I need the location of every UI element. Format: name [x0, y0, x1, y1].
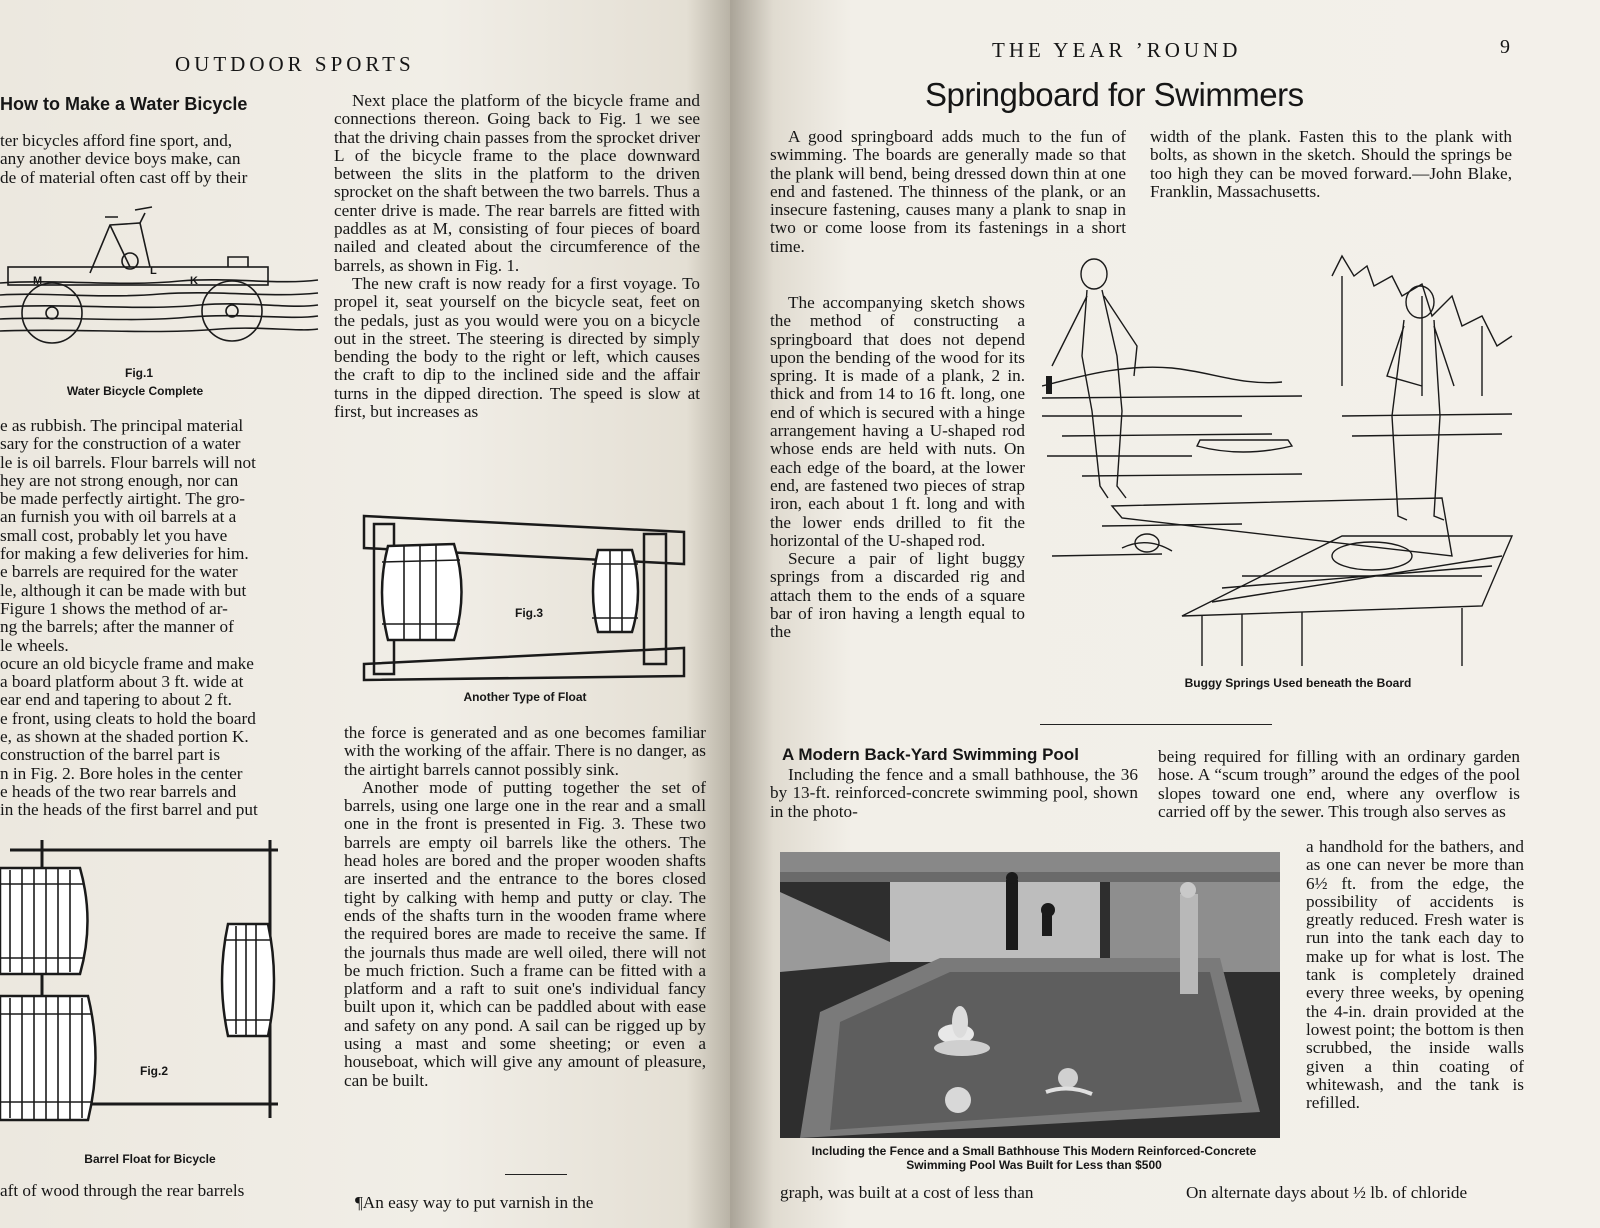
text-line: for making a few deliveries for him. [0, 544, 249, 564]
paragraph: width of the plank. Fasten this to the plank with bolts, as shown in the sketch. Should the springs be too high they can be moved forward.—John Blake, Franklin, Massachusetts. [1150, 127, 1512, 201]
text-line: e heads of the two rear barrels and [0, 781, 237, 801]
article-title-springboard: Springboard for Swimmers [925, 76, 1304, 113]
article-title-water-bicycle: How to Make a Water Bicycle [0, 94, 248, 114]
text-line: be made perfectly airtight. The gro- [0, 489, 245, 509]
text-line: le, although it can be made with but [0, 580, 247, 600]
left-col1-mid [0, 417, 318, 820]
paragraph: Including the fence and a small bathhouse, the 36 by 13-ft. reinforced-concrete swimming pool, shown in the photo- [770, 765, 1138, 821]
text-line: le is oil barrels. Flour barrels will not [0, 452, 256, 472]
paragraph: Secure a pair of light buggy springs from a discarded rig and attach them to the ends of a square bar of iron having a length equal to the [770, 549, 1025, 642]
paragraph: the force is generated and as one becomes familiar with the working of the affair. There is no danger, as the airtight barrels cannot possibly sink. [344, 723, 706, 779]
pool-col1-bottom [780, 1184, 1142, 1202]
springboard-caption: Buggy Springs Used beneath the Board [1184, 676, 1412, 690]
text-line: e front, using cleats to hold the board [0, 708, 256, 728]
left-page [0, 0, 730, 1228]
text-line: graph, was built at a cost of less than [780, 1183, 1034, 1202]
paragraph: Another mode of putting together the set of barrels, using one large one in the rear and a small one in the front is presented in Fig. 3. These two barrels are empty oil barrels like the others. The head holes are bored and the proper wooden shafts are inserted and the entrance to the bores closed tight by calking with hemp and putty or clay. The ends of the shafts turn in the wooden frame where the required bores are made to receive the same. If the journals thus made are well oiled, there will not be much friction. Such a frame can be fitted with a platform and a raft to suit one's individual fancy built upon it, which can be paddled about with ease and safety on any pond. A sail can be rigged up by using a mast and some sheeting; or even a houseboat, which will give any amount of pleasure, can be built. [344, 777, 706, 1090]
text-line: ng the barrels; after the manner of [0, 617, 234, 637]
fig1-caption: Water Bicycle Complete [66, 384, 204, 398]
right-running-head: THE YEAR ’ROUND [992, 38, 1242, 62]
text-line: de of material often cast off by their [0, 167, 248, 187]
text-line: hey are not strong enough, nor can [0, 470, 239, 490]
fig3-float-drawing [354, 504, 692, 684]
text-line: any another device boys make, can [0, 149, 241, 169]
fig2-barrel-float-drawing [0, 836, 285, 1146]
pool-col1 [770, 766, 1138, 821]
left-col2-last [355, 1194, 705, 1212]
paragraph: The accompanying sketch shows the method of constructing a springboard that does not depend upon the bending of the wood for its spring. It is made of a plank, 2 in. thick and from 14 to 16 ft. long, one end of which is secured with a hinge arrangement having a U-shaped rod whose ends are held with nuts. On each edge of the board, at the lower end, are fastened two pieces of strap iron, each about 1 ft. long and with the lower ends drilled to fit the horizontal of the U-shaped rod. [770, 293, 1025, 550]
pool-article-title: A Modern Back-Yard Swimming Pool [782, 745, 1079, 764]
text-line: le wheels. [0, 635, 69, 655]
paragraph: a handhold for the bathers, and as one can never be more than 6½ ft. from the edge, the possibility of accidents is greatly reduced. Fresh water is run into the tank each day to make up for what is lost. The tank is completely drained every three weeks, by opening the 4-in. drain provided at the lowest point; the bottom is then scrubbed, the inside walls given a thin coating of whitewash, and the tank is refilled. [1306, 837, 1524, 1113]
text-line: ear end and tapering to about 2 ft. [0, 690, 232, 710]
fig3-label: Fig.3 [515, 606, 544, 620]
pool-col2-bottom [1168, 1184, 1530, 1202]
fig1-water-bicycle-drawing [0, 195, 320, 360]
text-line: e as rubbish. The principal material [0, 416, 244, 435]
fig2-label: Fig.2 [140, 1064, 169, 1078]
pool-col2-top [1158, 748, 1520, 821]
spring-col2 [1150, 128, 1512, 201]
left-col1-bottom [0, 1182, 330, 1200]
text-line: small cost, probably let you have [0, 525, 228, 545]
fig2-caption: Barrel Float for Bicycle [84, 1152, 216, 1166]
text-line: construction of the barrel part is [0, 745, 221, 765]
paragraph: The new craft is now ready for a first voyage. To propel it, seat yourself on the bicycle seat, feet on the pedals, just as you would were you on a bicycle out in the street. The steering is directed by simply bending the body to the right or left, which causes the craft to dip to the inclined side and the affair turns in the dipped direction. The speed is slow at first, but increases as [334, 273, 700, 422]
text-line: Figure 1 shows the method of ar- [0, 598, 228, 618]
section-divider [505, 1174, 567, 1175]
text-line: On alternate days about ½ lb. of chloride [1186, 1183, 1468, 1202]
pool-photo-caption: Including the Fence and a Small Bathhouse This Modern Reinforced-Concrete Swimming Pool Was Built for Less than $500 [811, 1144, 1257, 1172]
fig3-caption: Another Type of Float [463, 690, 587, 704]
section-divider [1040, 724, 1272, 725]
text-line: ¶An easy way to put varnish in the [355, 1193, 594, 1212]
spring-col1-narrow [770, 294, 1025, 642]
text-line: ter bicycles afford fine sport, and, [0, 131, 233, 150]
text-line: an furnish you with oil barrels at a [0, 507, 237, 527]
text-line: aft of wood through the rear barrels [0, 1181, 245, 1200]
text-line: ocure an old bicycle frame and make [0, 653, 254, 673]
text-line: a board platform about 3 ft. wide at [0, 672, 244, 692]
right-page [730, 0, 1600, 1228]
text-line: e barrels are required for the water [0, 562, 238, 582]
fig1-label-m: M [33, 275, 43, 287]
page-number: 9 [1500, 36, 1510, 58]
left-running-head: OUTDOOR SPORTS [175, 52, 415, 76]
springboard-illustration [1042, 236, 1517, 666]
text-line: n in Fig. 2. Bore holes in the center [0, 763, 243, 783]
pool-photo [780, 852, 1280, 1138]
fig1-label-l: L [150, 265, 157, 277]
paragraph: Next place the platform of the bicycle frame and connections thereon. Going back to Fig. 1 we see that the driving chain passes from the sprocket driver L of the bicycle frame to the place downward between the slits in the platform to the driven sprocket on the shaft between the two barrels. Thus a center drive is made. The rear barrels are fitted with paddles as at M, consisting of four pieces of board nailed and cleated about the circumference of the barrels, as shown in Fig. 1. [334, 91, 700, 275]
paragraph: being required for filling with an ordinary garden hose. A “scum trough” around the edges of the pool slopes toward one end, where any overflow is carried off by the sewer. This trough also serves as [1158, 747, 1520, 821]
text-line: in the heads of the first barrel and put [0, 800, 258, 820]
pool-col2-narrow [1306, 838, 1524, 1112]
text-line: e, as shown at the shaded portion K. [0, 727, 249, 747]
fig1-label: Fig.1 [125, 366, 154, 380]
text-line: sary for the construction of a water [0, 434, 241, 454]
left-col2-bottom [344, 724, 706, 1090]
left-col2-top [334, 92, 700, 421]
paragraph: A good springboard adds much to the fun of swimming. The boards are generally made so that the plank will bend, being dressed down thin at one end and fastened. The thinness of the plank, or an insecure fastening, causes many a plank to snap in two or come loose from its fastenings in a short time. [770, 127, 1126, 256]
left-col1-top [0, 132, 312, 187]
fig1-label-k: K [190, 275, 198, 287]
